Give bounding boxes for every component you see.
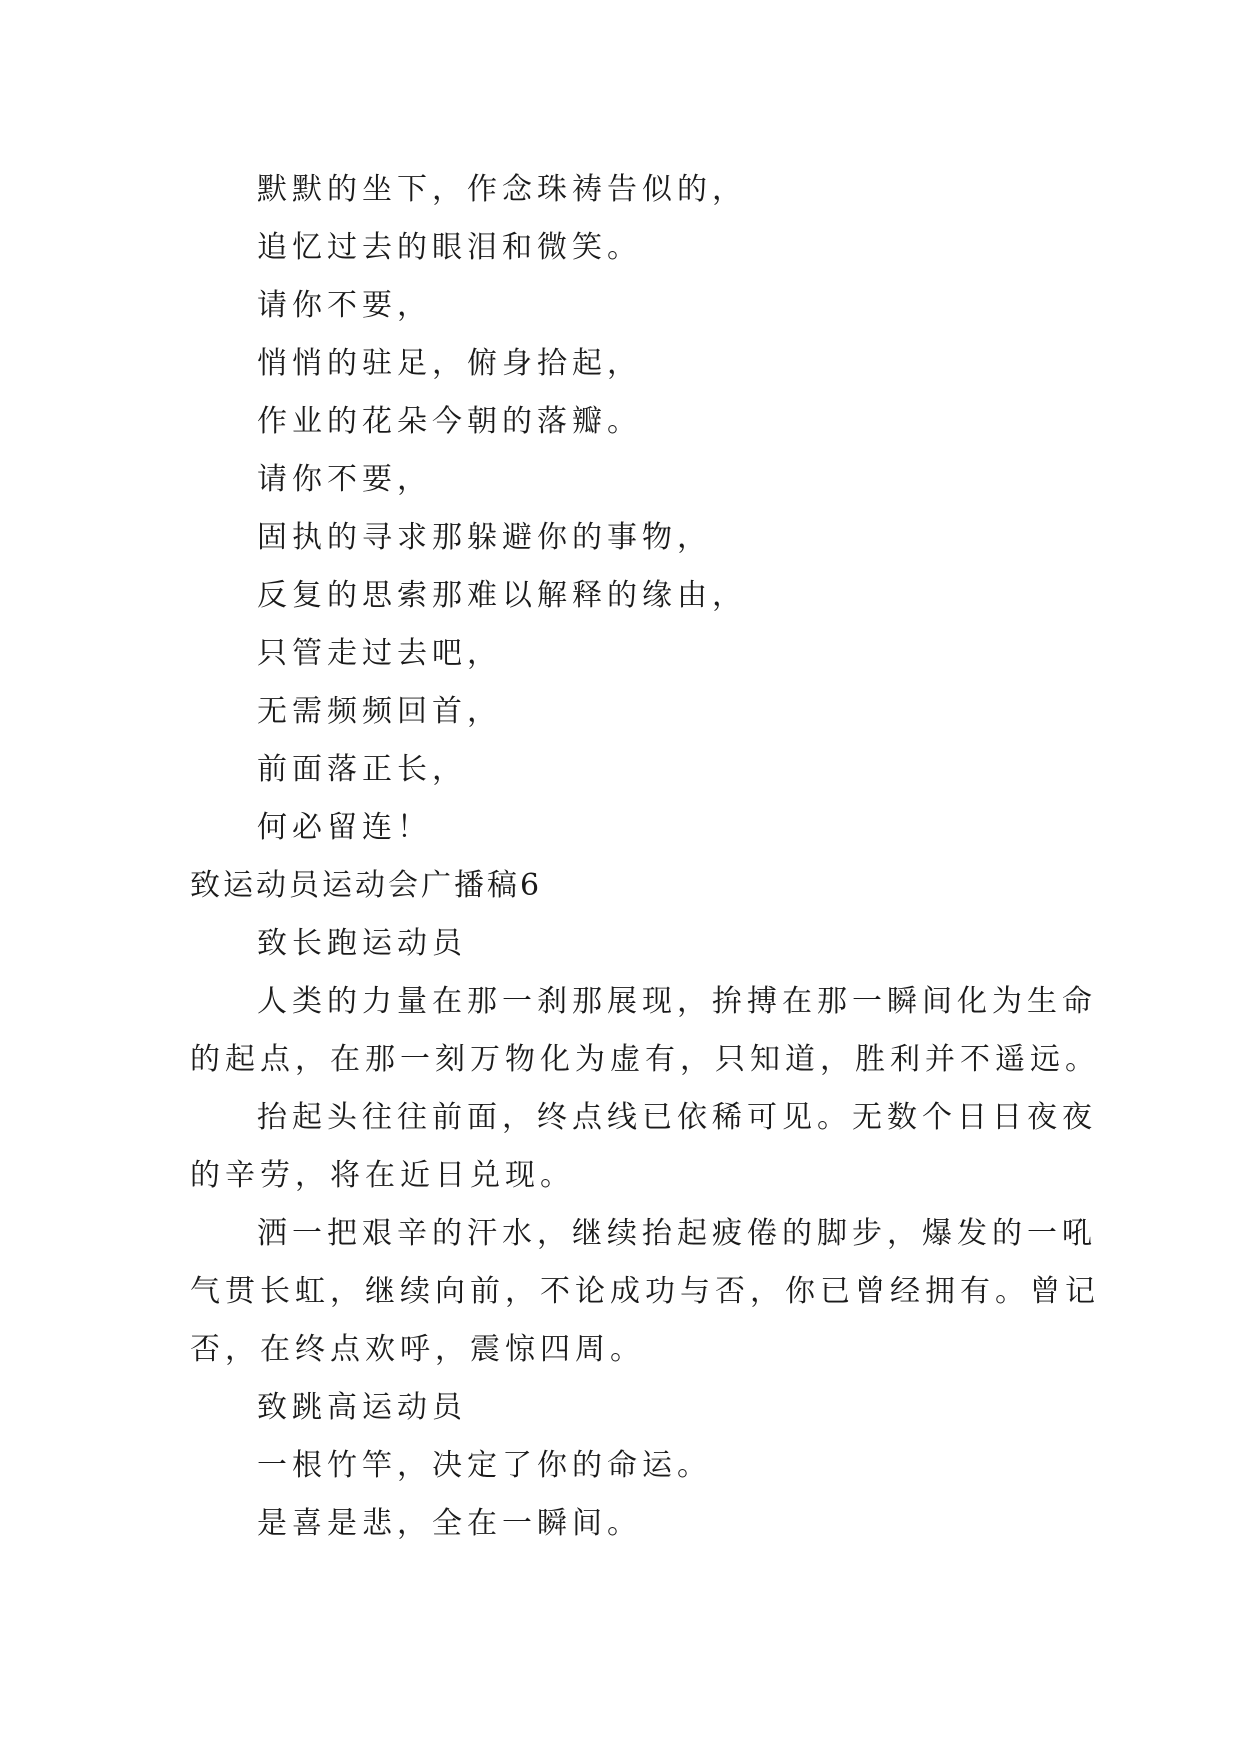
poem-line: 前面落正长， — [257, 752, 467, 787]
paragraph-line: 人类的力量在那一刹那展现，拚搏在那一瞬间化为生命 — [257, 984, 1097, 1019]
poem-line: 请你不要， — [257, 462, 432, 497]
paragraph-line: 否，在终点欢呼，震惊四周。 — [190, 1332, 645, 1367]
poem-line: 只管走过去吧， — [257, 636, 502, 671]
paragraph-line: 是喜是悲，全在一瞬间。 — [257, 1506, 642, 1541]
paragraph-line: 洒一把艰辛的汗水，继续抬起疲倦的脚步，爆发的一吼 — [257, 1216, 1097, 1251]
paragraph-line: 一根竹竿，决定了你的命运。 — [257, 1448, 712, 1483]
poem-line: 默默的坐下，作念珠祷告似的， — [257, 172, 747, 207]
poem-line: 何必留连！ — [257, 810, 432, 845]
poem-line: 作业的花朵今朝的落瓣。 — [257, 404, 642, 439]
poem-line: 无需频频回首， — [257, 694, 502, 729]
paragraph-line: 的起点，在那一刻万物化为虚有，只知道，胜利并不遥远。 — [190, 1042, 1100, 1077]
poem-line: 追忆过去的眼泪和微笑。 — [257, 230, 642, 265]
paragraph-line: 的辛劳，将在近日兑现。 — [190, 1158, 575, 1193]
poem-line: 反复的思索那难以解释的缘由， — [257, 578, 747, 613]
subheading-high-jump: 致跳高运动员 — [257, 1390, 467, 1425]
subheading-long-distance: 致长跑运动员 — [257, 926, 467, 961]
poem-line: 固执的寻求那躲避你的事物， — [257, 520, 712, 555]
section-title: 致运动员运动会广播稿6 — [190, 868, 543, 903]
poem-line: 请你不要， — [257, 288, 432, 323]
poem-line: 悄悄的驻足，俯身拾起， — [257, 346, 642, 381]
paragraph-line: 抬起头往往前面，终点线已依稀可见。无数个日日夜夜 — [257, 1100, 1097, 1135]
paragraph-line: 气贯长虹，继续向前，不论成功与否，你已曾经拥有。曾记 — [190, 1274, 1100, 1309]
